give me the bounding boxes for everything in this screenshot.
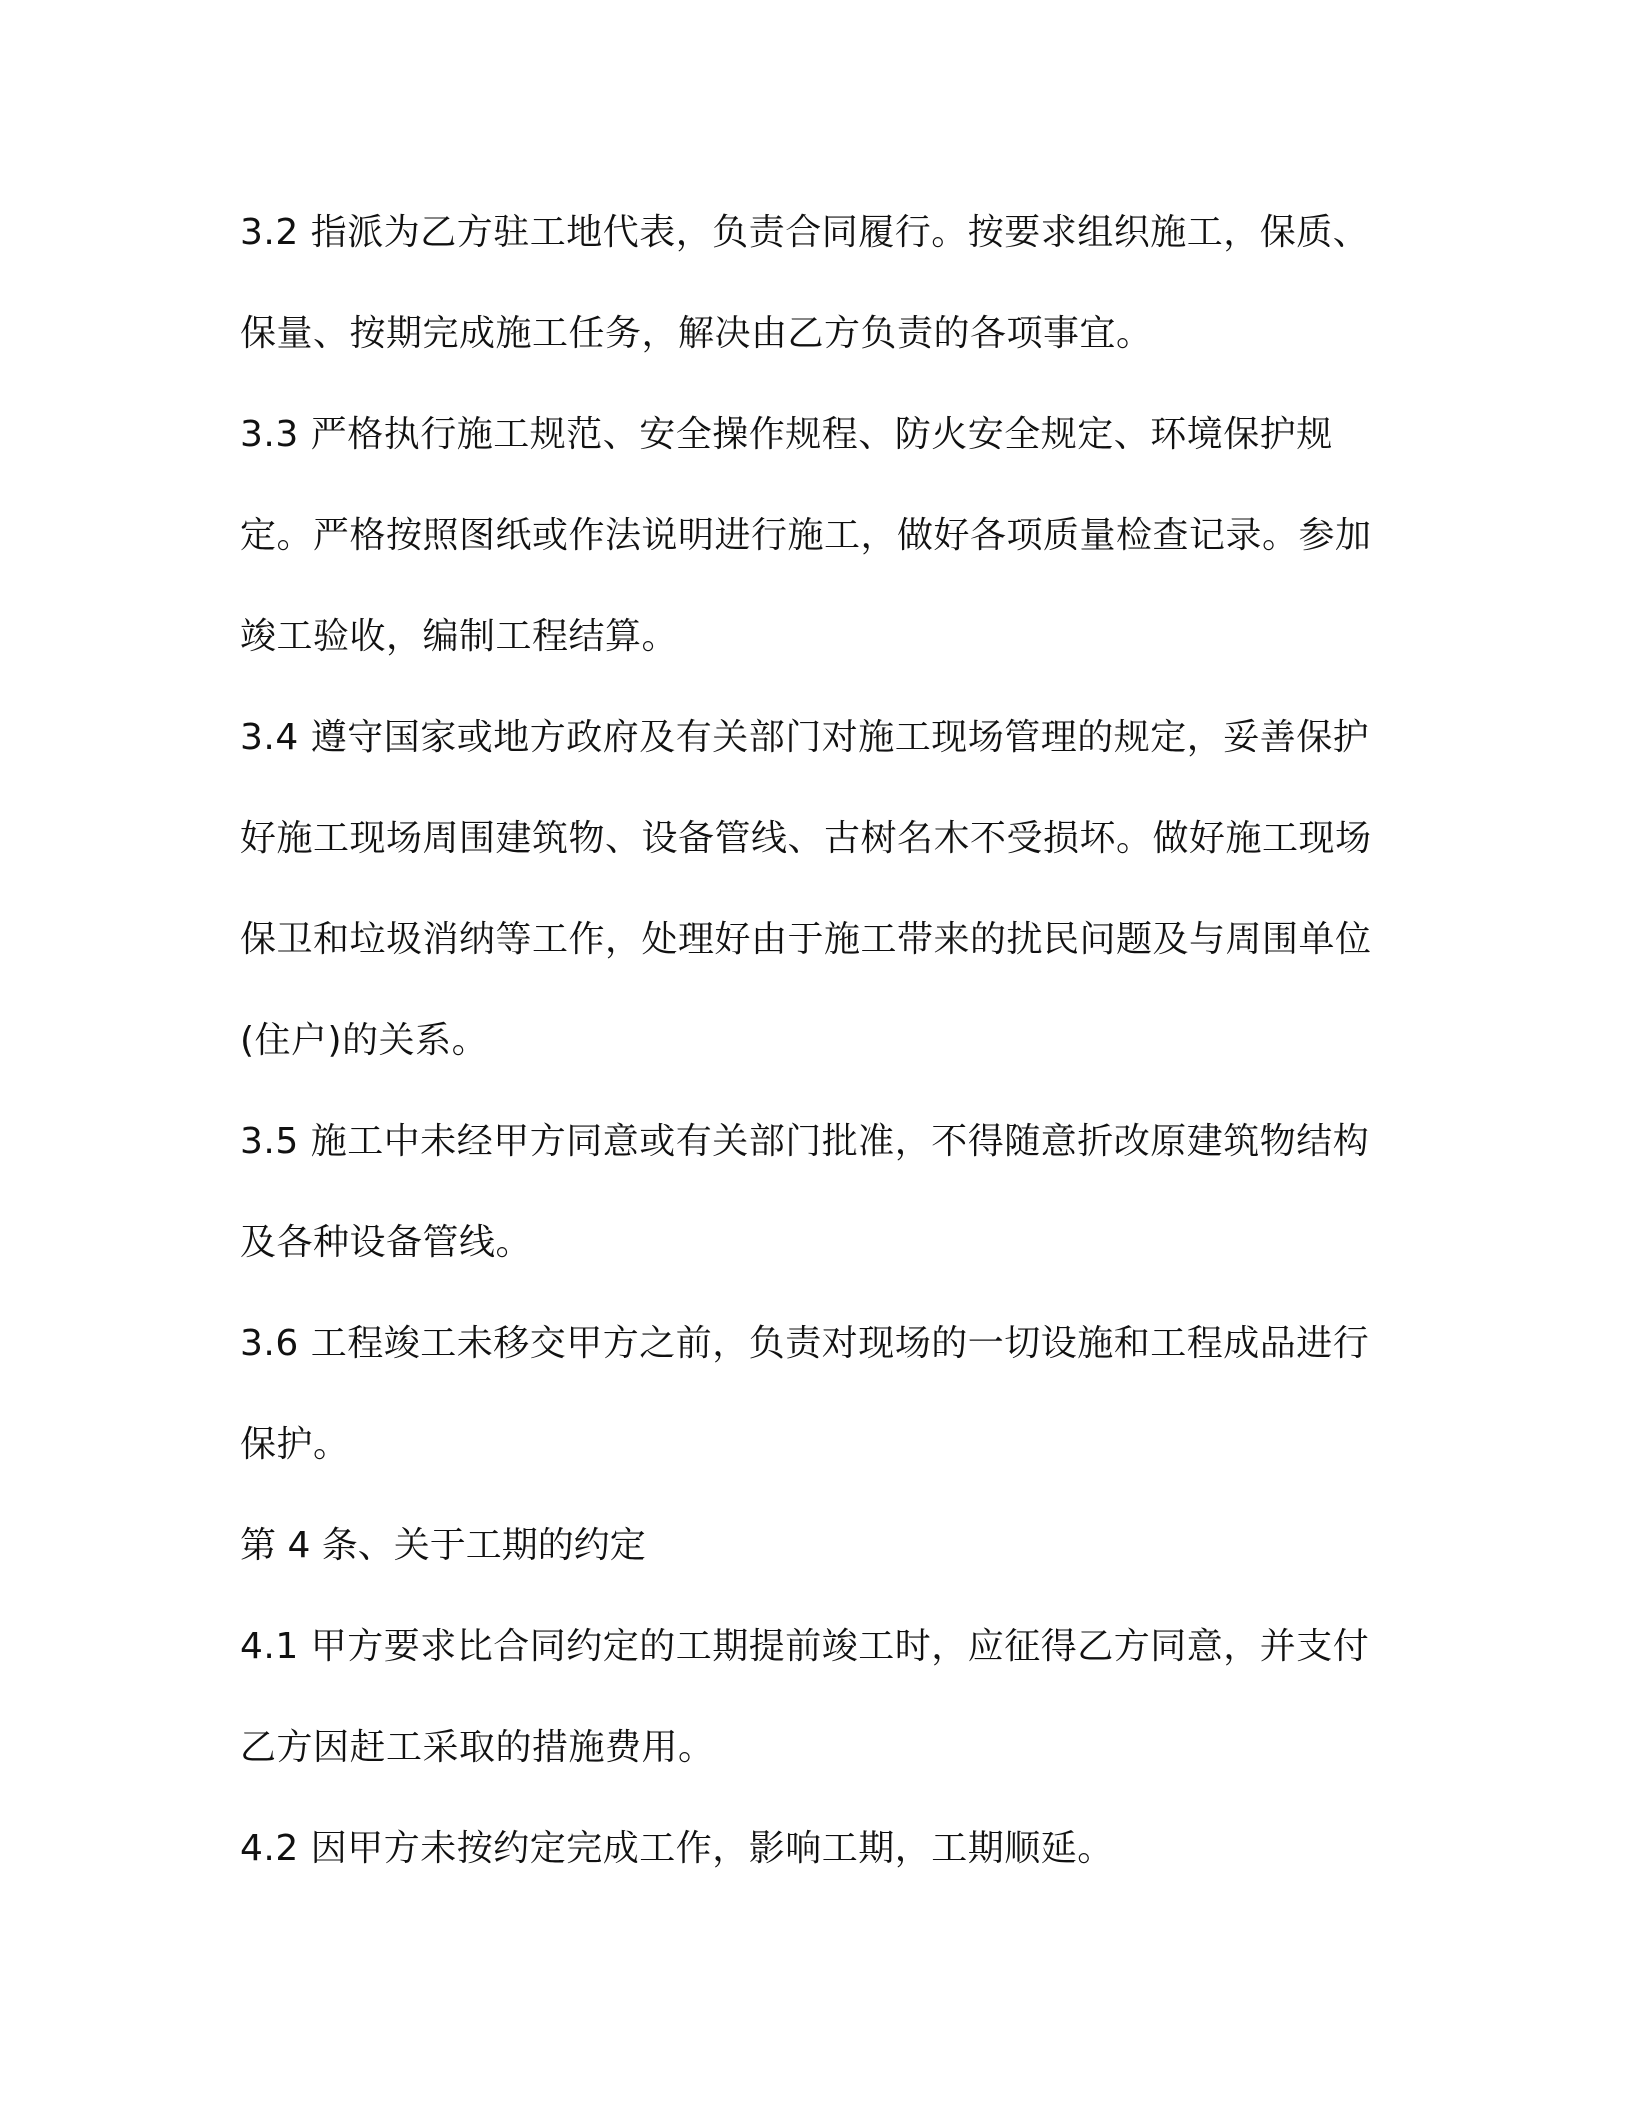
paragraph-4-1: 4.1 甲方要求比合同约定的工期提前竣工时，应征得乙方同意，并支付乙方因赶工采取的措施费用。 <box>240 1626 1370 1768</box>
paragraph-3-4: 3.4 遵守国家或地方政府及有关部门对施工现场管理的规定，妥善保护好施工现场周围建筑物、设备管线、古树名木不受损坏。做好施工现场保卫和垃圾消纳等工作，处理好由于施工带来的扰民问题及与周围单位(住户)的关系。 <box>240 717 1372 1061</box>
paragraph-3-2: 3.2 指派为乙方驻工地代表，负责合同履行。按要求组织施工，保质、保量、按期完成施工任务，解决由乙方负责的各项事宜。 <box>240 212 1370 354</box>
document-body <box>240 182 1400 1899</box>
section-heading-4: 第 4 条、关于工期的约定 <box>240 1525 646 1566</box>
paragraph-4-2: 4.2 因甲方未按约定完成工作，影响工期，工期顺延。 <box>240 1828 1114 1869</box>
paragraph-3-6: 3.6 工程竣工未移交甲方之前，负责对现场的一切设施和工程成品进行保护。 <box>240 1323 1370 1465</box>
paragraph-3-3: 3.3 严格执行施工规范、安全操作规程、防火安全规定、环境保护规定。严格按照图纸或作法说明进行施工，做好各项质量检查记录。参加竣工验收，编制工程结算。 <box>240 414 1372 657</box>
paragraph-3-5: 3.5 施工中未经甲方同意或有关部门批准，不得随意折改原建筑物结构及各种设备管线。 <box>240 1121 1370 1263</box>
